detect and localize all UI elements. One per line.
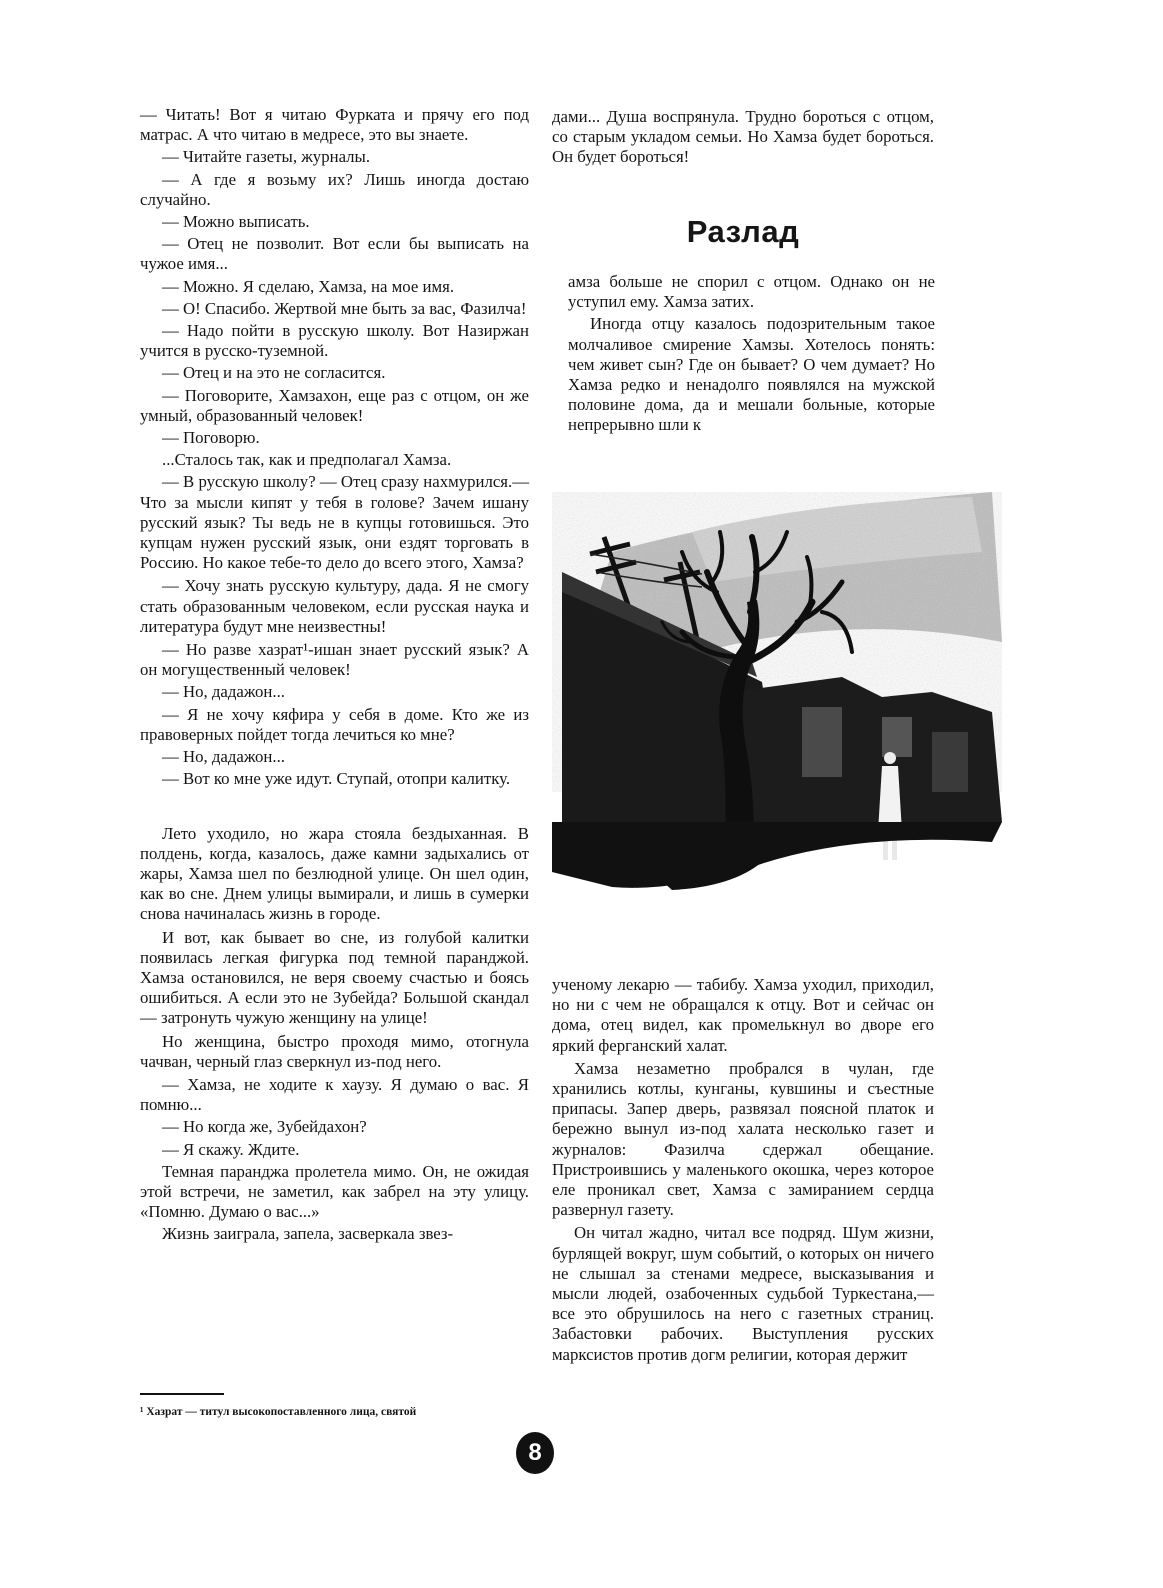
page-number: 8 <box>516 1432 554 1474</box>
paragraph: — Читайте газеты, журналы. <box>162 147 371 167</box>
right-column-middle <box>568 272 935 438</box>
paragraph: ...Сталось так, как и предполагал Хамза. <box>162 450 452 470</box>
street-tree-illustration <box>552 492 1002 912</box>
footnote-divider <box>140 1393 224 1395</box>
paragraph: Жизнь заиграла, запела, засверкала звез- <box>162 1224 454 1244</box>
paragraph: амза больше не спорил с отцом. Однако он не уступил ему. Хамза затих. <box>568 272 935 312</box>
paragraph: — Я не хочу кяфира у себя в доме. Кто же из правоверных пойдет тогда лечиться ко мне? <box>140 704 529 744</box>
paragraph: — Поговорите, Хамзахон, еще раз с отцом, он же умный, образованный человек! <box>140 385 529 425</box>
paragraph: — Но, дадажон... <box>162 747 285 767</box>
paragraph: — Хамза, не ходите к хаузу. Я думаю о вас. Я помню... <box>140 1074 529 1115</box>
paragraph: Иногда отцу казалось подозрительным такое молчаливое смирение Хамзы. Хотелось понять: чем живет сын? Где он бывает? О чем думает? Но Хамза редко и ненадолго появлялся на мужской половине дома, да и мешали больные, которые непрерывно шли к <box>568 314 935 435</box>
paragraph: — Но когда же, Зубейдахон? <box>162 1117 367 1137</box>
paragraph: Лето уходило, но жара стояла бездыханная. В полдень, когда, казалось, даже камни задыхались от жары, Хамза шел по безлюдной улице. Он шел один, как во сне. Днем улицы вымирали, и лишь в сумерки снова начиналась жизнь в городе. <box>140 823 529 924</box>
paragraph: — Но разве хазрат¹-ишан знает русский язык? А он могущественный человек! <box>140 640 529 680</box>
right-column-top <box>552 107 934 170</box>
paragraph: — Можно. Я сделаю, Хамза, на мое имя. <box>162 276 455 296</box>
footnote: ¹ Хазрат — титул высокопоставленного лица, святой <box>140 1406 417 1418</box>
paragraph: Темная паранджа пролетела мимо. Он, не ожидая этой встречи, не заметил, как забрел на эту улицу. «Помню. Думаю о вас...» <box>140 1161 529 1222</box>
ground-shadow <box>552 822 1002 888</box>
left-column <box>140 105 529 1247</box>
paragraph: дами... Душа воспрянула. Трудно бороться с отцом, со старым укладом семьи. Но Хамза будет бороться. Он будет бороться! <box>552 107 934 167</box>
paragraph: — Поговорю. <box>162 428 260 448</box>
paragraph: Хамза незаметно пробрался в чулан, где хранились котлы, кунганы, кувшины и съестные припасы. Запер дверь, развязал поясной платок и бережно вынул из-под халата несколько газет и журналов: Фазилча сдержал обещание. Пристроившись у маленького окошка, через которое еле проникал свет, Хамза с замиранием сердца развернул газету. <box>552 1058 934 1220</box>
paragraph: — А где я возьму их? Лишь иногда достаю случайно. <box>140 169 529 209</box>
section-title: Разлад <box>686 214 800 249</box>
paragraph: — Вот ко мне уже идут. Ступай, отопри калитку. <box>162 769 511 789</box>
paragraph: — Хочу знать русскую культуру, дада. Я не смогу стать образованным человеком, если русская наука и литература будут мне неизвестны! <box>140 576 529 636</box>
paragraph: Он читал жадно, читал все подряд. Шум жизни, бурлящей вокруг, шум событий, о которых он ничего не слышал за стенами медресе, высказывания и мысли людей, озабоченных судьбой Туркестана,— все это обрушилось на него с газетных страниц. Забастовки рабочих. Выступления русских марксистов против догм религии, которая держит <box>552 1223 934 1364</box>
paragraph: — О! Спасибо. Жертвой мне быть за вас, Фазилча! <box>162 298 527 318</box>
paragraph: — Но, дадажон... <box>162 682 285 702</box>
right-column-bottom <box>552 975 934 1367</box>
paragraph: — Можно выписать. <box>162 212 310 232</box>
paragraph: — Отец не позволит. Вот если бы выписать на чужое имя... <box>140 234 529 274</box>
paragraph: ученому лекарю — табибу. Хамза уходил, приходил, но ни с чем не обращался к отцу. Вот и сейчас он дома, отец видел, как промелькнул во дворе его яркий ферганский халат. <box>552 975 934 1055</box>
paragraph: — Читать! Вот я читаю Фурката и прячу его под матрас. А что читаю в медресе, это вы знаете. <box>140 105 529 145</box>
paragraph: — Надо пойти в русскую школу. Вот Назиржан учится в русско-туземной. <box>140 321 529 361</box>
paragraph: — Я скажу. Ждите. <box>162 1139 300 1159</box>
paragraph: Но женщина, быстро проходя мимо, отогнула чачван, черный глаз сверкнул из-под него. <box>140 1031 529 1071</box>
paragraph: И вот, как бывает во сне, из голубой калитки появилась легкая фигурка под темной паранджой. Хамза остановился, не веря своему счастью и боясь ошибиться. А если это не Зубейда? Большой скандал — затронуть чужую женщину на улице! <box>140 927 529 1028</box>
paragraph: — Отец и на это не согласится. <box>162 363 386 383</box>
paragraph: — В русскую школу? — Отец сразу нахмурился.— Что за мысли кипят у тебя в голове? Зачем ишану русский язык? Ты ведь не в купцы готовишься. Это купцам нужен русский язык, они ездят торговать в Россию. Но какое тебе-то дело до всего этого, Хамза? <box>140 472 529 573</box>
